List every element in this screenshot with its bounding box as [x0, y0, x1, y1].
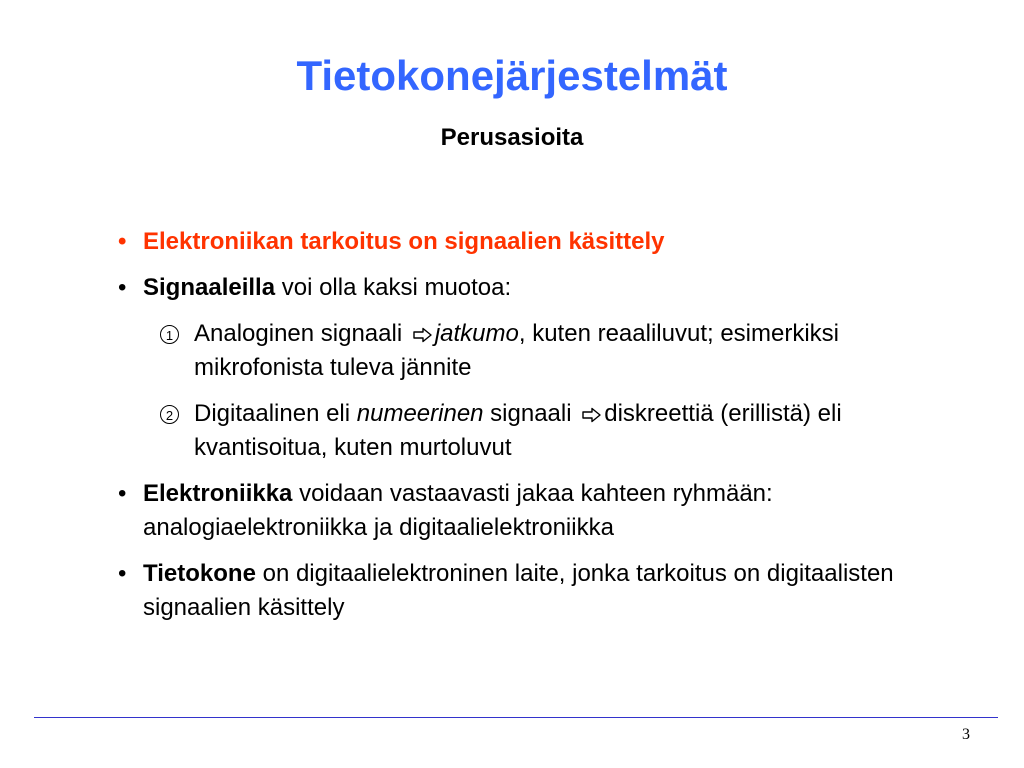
- bullet-bold-term: Signaaleilla: [143, 274, 276, 301]
- bullet-item: [112, 557, 932, 625]
- sub-text: Analoginen signaali: [194, 320, 409, 347]
- bullet-text: voi olla kaksi muotoa:: [275, 274, 512, 301]
- slide-subtitle: Perusasioita: [440, 124, 584, 151]
- page-number: 3: [962, 726, 970, 743]
- footer-divider: [34, 717, 998, 718]
- bullet-text: on digitaalielektroninen laite, jonka tarkoitus on digitaalisten signaalien käsittely: [143, 560, 894, 621]
- right-arrow-icon: [582, 407, 602, 423]
- sub-italic-term: jatkumo: [434, 320, 519, 347]
- sub-item-analog: [112, 317, 932, 385]
- slide-content: [112, 225, 932, 637]
- bullet-dot: •: [118, 480, 127, 507]
- circled-number-icon: 1: [160, 325, 179, 344]
- sub-text: , kuten reaaliluvut; esimerkiksi mikrofonista tuleva jännite: [194, 320, 839, 381]
- sub-item-digital: [112, 397, 932, 465]
- bullet-text: voidaan vastaavasti jakaa kahteen ryhmään: analogiaelektroniikka ja digitaalielektroniikka: [143, 480, 773, 541]
- sub-text: Digitaalinen eli: [194, 400, 357, 427]
- right-arrow-icon: [413, 327, 433, 343]
- bullet-dot: •: [118, 560, 127, 587]
- bullet-dot: •: [118, 228, 127, 255]
- bullet-item: [112, 271, 932, 305]
- sub-text: signaali: [483, 400, 579, 427]
- bullet-item: [112, 477, 932, 545]
- bullet-item: [112, 225, 932, 259]
- bullet-text: Elektroniikan tarkoitus on signaalien käsittely: [143, 228, 665, 255]
- slide-title: Tietokonejärjestelmät: [296, 52, 728, 99]
- sub-italic-term: numeerinen: [356, 400, 484, 427]
- bullet-dot: •: [118, 274, 127, 301]
- bullet-bold-term: Tietokone: [143, 560, 256, 587]
- sub-text: diskreettiä (erillistä) eli kvantisoitua, kuten murtoluvut: [194, 400, 842, 461]
- bullet-bold-term: Elektroniikka: [143, 480, 293, 507]
- circled-number-icon: 2: [160, 405, 179, 424]
